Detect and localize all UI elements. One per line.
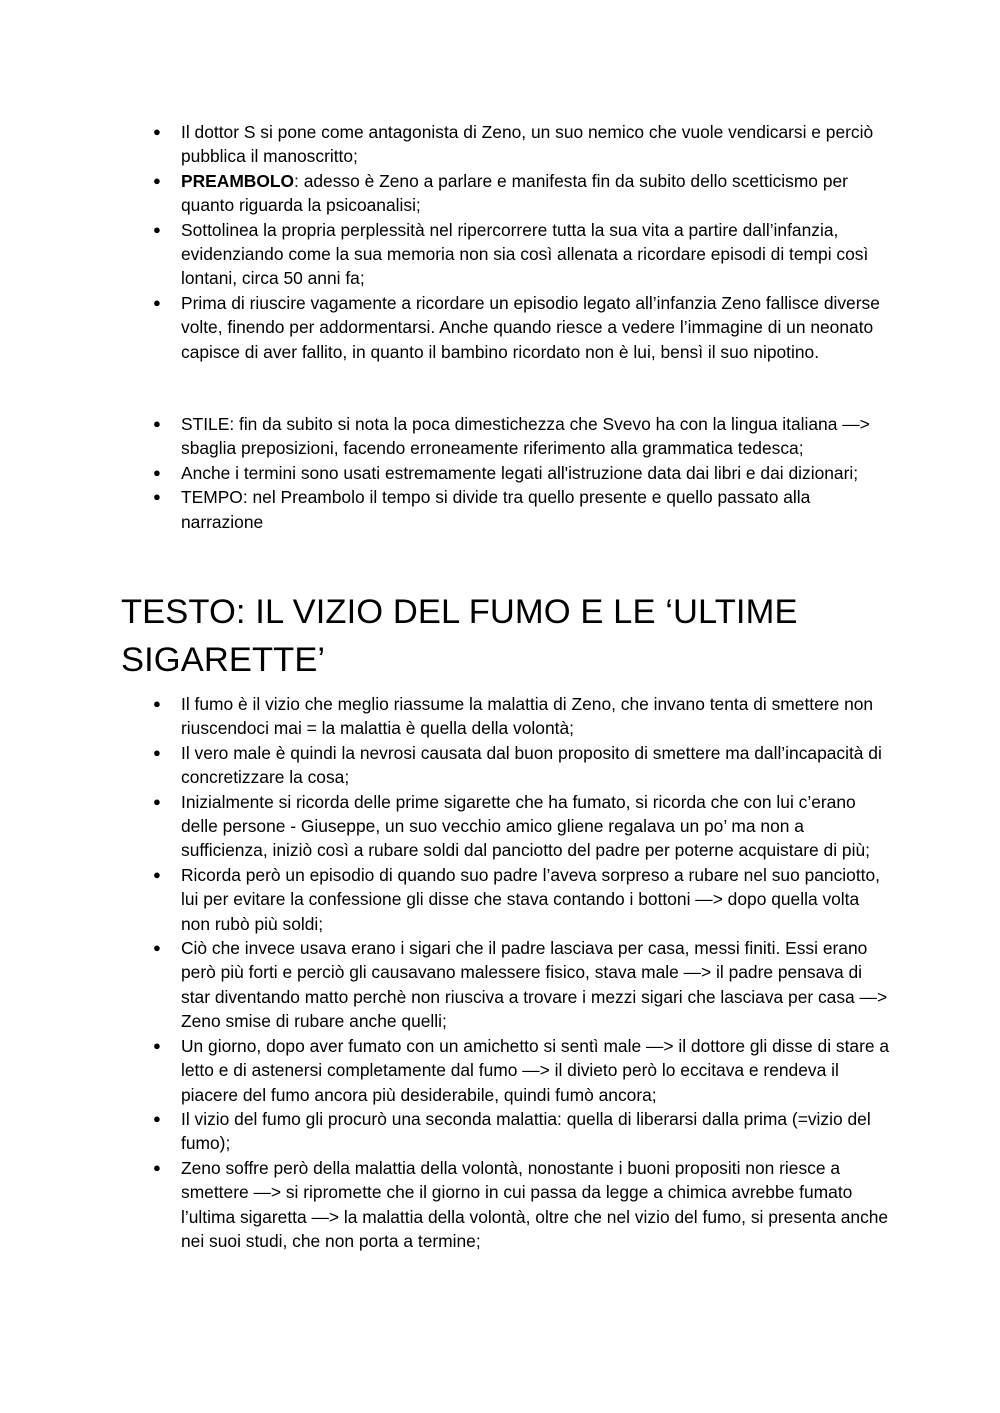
list-item-text: Il dottor S si pone come antagonista di Zeno, un suo nemico che vuole vendicarsi e perciò pubblica il manoscritto; — [181, 122, 874, 167]
list-item — [150, 461, 890, 485]
list-item-text: Un giorno, dopo aver fumato con un amichetto si sentì male —> il dottore gli disse di stare a letto e di astenersi completamente dal fumo —> il divieto però lo eccitava e rendeva il piacere del fumo ancora più desiderabile, quindi fumò ancora; — [181, 1035, 890, 1105]
bullet-icon: ● — [153, 1159, 161, 1175]
bullet-icon: ● — [153, 294, 161, 310]
bullet-icon: ● — [153, 221, 161, 237]
list-item — [150, 485, 890, 534]
list-item-text: Sottolinea la propria perplessità nel ripercorrere tutta la sua vita a partire dall’infanzia, evidenziando come la sua memoria non sia così allenata a ricordare episodi di tempi così lontani, circa 50 anni fa; — [181, 219, 869, 289]
list-item — [150, 741, 890, 790]
bullet-list-vizio-del-fumo — [150, 692, 890, 1253]
list-item — [150, 218, 890, 291]
list-item-text: Zeno soffre però della malattia della volontà, nonostante i buoni propositi non riesce a smettere —> si ripromette che il giorno in cui passa da legge a chimica avrebbe fumato l’ultima sigaretta —> la malattia della volontà, oltre che nel vizio del fumo, si presenta anche nei suoi studi, che non porta a termine; — [181, 1157, 889, 1251]
bullet-icon: ● — [153, 1037, 161, 1053]
bullet-list-preambolo — [150, 120, 890, 364]
bullet-icon: ● — [153, 1110, 161, 1126]
bullet-icon: ● — [153, 172, 161, 188]
list-item — [150, 291, 890, 364]
bullet-icon: ● — [153, 489, 161, 505]
list-item-text: STILE: fin da subito si nota la poca dimestichezza che Svevo ha con la lingua italiana —> sbaglia preposizioni, facendo erroneamente riferimento alla grammatica tedesca; — [181, 414, 870, 459]
list-item-text: Inizialmente si ricorda delle prime sigarette che ha fumato, si ricorda che con lui c’erano delle persone - Giuseppe, un suo vecchio amico gliene regalava un po’ ma non a sufficienza, iniziò così a rubare soldi dal panciotto del padre per poterne acquistare di più; — [181, 791, 870, 861]
list-item-text: Il vero male è quindi la nevrosi causata dal buon proposito di smettere ma dall’incapacità di concretizzare la cosa; — [181, 742, 882, 788]
list-item — [150, 120, 890, 169]
list-item — [150, 1156, 890, 1254]
list-item-text: Anche i termini sono usati estremamente legati all'istruzione data dai libri e dai dizionari; — [181, 462, 859, 483]
list-item-text: Ricorda però un episodio di quando suo padre l’aveva sorpreso a rubare nel suo panciotto, lui per evitare la confessione gli disse che stava contando i bottoni —> dopo quella volta non rubò più soldi; — [181, 864, 880, 934]
list-item — [150, 863, 890, 936]
bullet-icon: ● — [153, 940, 161, 956]
list-item-text: Prima di riuscire vagamente a ricordare un episodio legato all’infanzia Zeno fallisce diverse volte, finendo per addormentarsi. Anche quando riesce a vedere l’immagine di un neonato capisce di aver fallito, in quanto il bambino ricordato non è lui, bensì il suo nipotino. — [181, 292, 880, 362]
list-item-text: Ciò che invece usava erano i sigari che il padre lasciava per casa, messi finiti. Essi erano però più forti e perciò gli causavano malessere fisico, stava male —> il padre pensava di star diventando matto perchè non riusciva a trovare i mezzi sigari che lasciava per casa —> Zeno smise di rubare anche quelli; — [181, 938, 888, 1032]
list-item-text: Il fumo è il vizio che meglio riassume la malattia di Zeno, che invano tenta di smettere non riuscendoci mai = la malattia è quella della volontà; — [181, 694, 874, 739]
bullet-icon: ● — [153, 124, 161, 139]
bullet-icon: ● — [153, 416, 161, 431]
bullet-icon: ● — [153, 464, 161, 480]
list-item — [150, 692, 890, 741]
list-item-text: TEMPO: nel Preambolo il tempo si divide tra quello presente e quello passato alla narrazione — [181, 487, 811, 532]
list-item — [150, 1034, 890, 1107]
bullet-icon: ● — [153, 866, 161, 882]
section-heading: TESTO: IL VIZIO DEL FUMO E LE ‘ULTIME SIGARETTE’ — [121, 593, 798, 679]
list-item — [150, 790, 890, 863]
list-item — [150, 169, 890, 218]
bullet-icon: ● — [153, 696, 161, 711]
bullet-list-stile — [150, 412, 890, 534]
list-item — [150, 1107, 890, 1156]
list-item-text: Il vizio del fumo gli procurò una seconda malattia: quella di liberarsi dalla prima (=vizio del fumo); — [181, 1108, 871, 1154]
list-item-text: : adesso è Zeno a parlare e manifesta fin da subito dello scetticismo per quanto riguarda la psicoanalisi; — [181, 170, 848, 216]
bullet-icon: ● — [153, 793, 161, 809]
list-item — [150, 936, 890, 1034]
bullet-icon: ● — [153, 744, 161, 760]
list-item — [150, 412, 890, 461]
list-item-bold-term: PREAMBOLO — [181, 170, 295, 191]
